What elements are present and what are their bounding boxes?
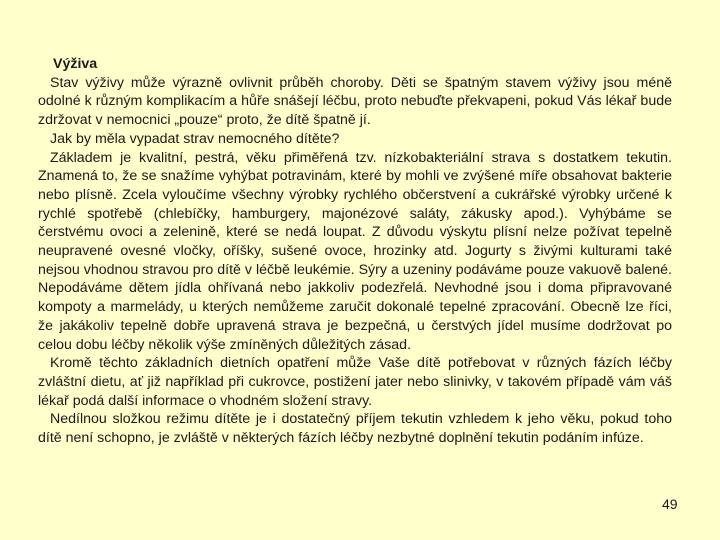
- paragraph-question: Jak by měla vypadat strav nemocného dítěte?: [50, 130, 340, 147]
- page-number: 49: [662, 496, 678, 512]
- section-title: Výživa: [53, 56, 98, 72]
- document-body: [38, 55, 672, 448]
- paragraph-intro: Stav výživy může výrazně ovlivnit průběh choroby. Děti se špatným stavem výživy jsou méně odolné k různým komplikacím a hůře snášejí léčbu, proto nebuďte překvapeni, pokud Vás lékař bude zdržovat v nemocnici „pouze“ proto, že dítě špatně jí.: [38, 74, 672, 129]
- paragraph-diet-basics: Základem je kvalitní, pestrá, věku přiměřená tzv. nízkobakteriální strava s dostatkem tekutin. Znamená to, že se snažíme vyhýbat potravinám, které by mohli ve zvýšené míře obsahovat bakterie nebo plísně. Zcela vyloučíme všechny výrobky rychlého občerstvení a cukrářské výrobky určené k rychlé spotřebě (chlebíčky, hamburgery, majonézové saláty, zákusky apod.). Vyhýbáme se čerstvému ovoci a zelenině, které se nedá loupat. Z důvodu výskytu plísní nelze požívat tepelně neupravené ovesné vločky, oříšky, sušené ovoce, hrozinky atd. Jogurty s živými kulturami také nejsou vhodnou stravou pro dítě v léčbě leukémie. Sýry a uzeniny podáváme pouze vakuově balené. Nepodáváme dětem jídla ohřívaná nebo jakkoliv podezřelá. Nevhodné jsou i doma připravované kompoty a marmelády, u kterých nemůžeme zaručit dokonalé tepelné zpracování. Obecně lze říci, že jakákoliv tepelně dobře upravená strava je bezpečná, u čerstvých jídel musíme dodržovat po celou dobu léčby několik výše zmíněných důležitých zásad.: [38, 149, 672, 353]
- paragraph-special-diet: Kromě těchto základních dietních opatření může Vaše dítě potřebovat v různých fázích léčby zvláštní dietu, ať již například při cukrovce, postižení jater nebo slinivky, v takovém případě vám váš lékař podá další informace o vhodném složení stravy.: [38, 355, 672, 409]
- paragraph-fluids: Nedílnou složkou režimu dítěte je i dostatečný příjem tekutin vzhledem k jeho věku, pokud toho dítě není schopno, je zvláště v některých fázích léčby nezbytné doplnění tekutin podáním infúze.: [38, 411, 672, 447]
